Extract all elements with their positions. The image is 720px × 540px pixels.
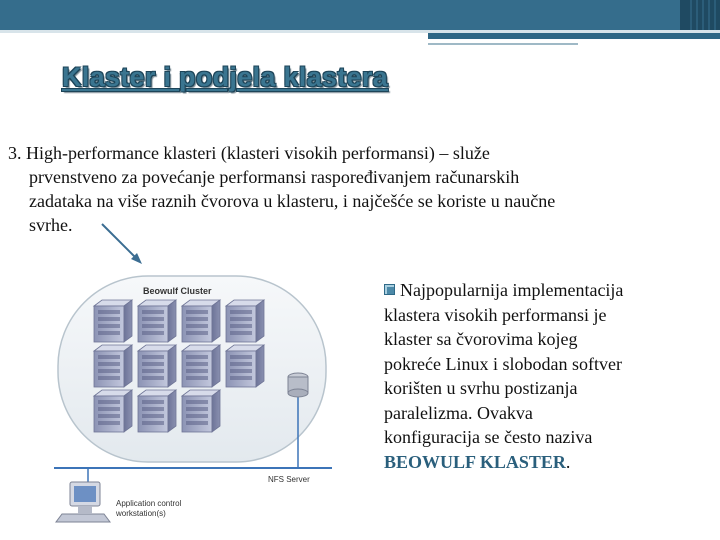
- point-line: prvenstveno za povećanje performansi raspoređivanjem računarskih: [29, 167, 520, 187]
- point-line: svrhe.: [29, 215, 73, 235]
- server-node-icon: [94, 345, 132, 387]
- server-node-icon: [182, 345, 220, 387]
- beowulf-emphasis: BEOWULF KLASTER: [384, 451, 566, 472]
- side-line: konfiguracija se često naziva: [384, 427, 593, 447]
- server-node-icon: [138, 345, 176, 387]
- workstation-label-2: workstation(s): [116, 509, 166, 518]
- server-node-icon: [226, 345, 264, 387]
- side-line: [384, 278, 684, 303]
- square-bullet-icon: [384, 284, 395, 295]
- server-node-icon: [138, 300, 176, 342]
- slide-title: Klaster i podjela klastera: [62, 62, 388, 92]
- pointer-arrow: [100, 222, 146, 266]
- side-line: klaster sa čvorovima kojeg: [384, 329, 578, 349]
- point-line: zadataka na više raznih čvorova u klasteru, i najčešće se koriste u naučne: [29, 191, 556, 211]
- workstation-icon: [56, 468, 110, 522]
- point-line: 3. High-performance klasteri (klasteri visokih performansi) – služe: [8, 143, 490, 163]
- side-line-emphasis: [384, 450, 684, 475]
- server-node-icon: [226, 300, 264, 342]
- side-description: [384, 278, 684, 474]
- server-node-icon: [94, 300, 132, 342]
- server-node-icon: [182, 390, 220, 432]
- beowulf-cluster-diagram: [50, 270, 350, 540]
- emphasis-suffix: .: [565, 451, 571, 472]
- side-line: korišten u svrhu postizanja: [384, 378, 578, 398]
- server-node-icon: [182, 300, 220, 342]
- workstation-label-1: Application control: [116, 499, 182, 508]
- side-line: paralelizma. Ovakva: [384, 402, 533, 423]
- side-line: klastera visokih performansi je: [384, 304, 607, 325]
- nfs-label: NFS Server: [268, 475, 310, 484]
- side-line: pokreće Linux i slobodan softver: [384, 353, 622, 374]
- server-node-icon: [138, 390, 176, 432]
- cluster-label: Beowulf Cluster: [143, 286, 212, 296]
- top-decor-bar: [0, 0, 720, 50]
- server-node-icon: [94, 390, 132, 432]
- side-line-text: Najpopularnija implementacija: [400, 280, 624, 300]
